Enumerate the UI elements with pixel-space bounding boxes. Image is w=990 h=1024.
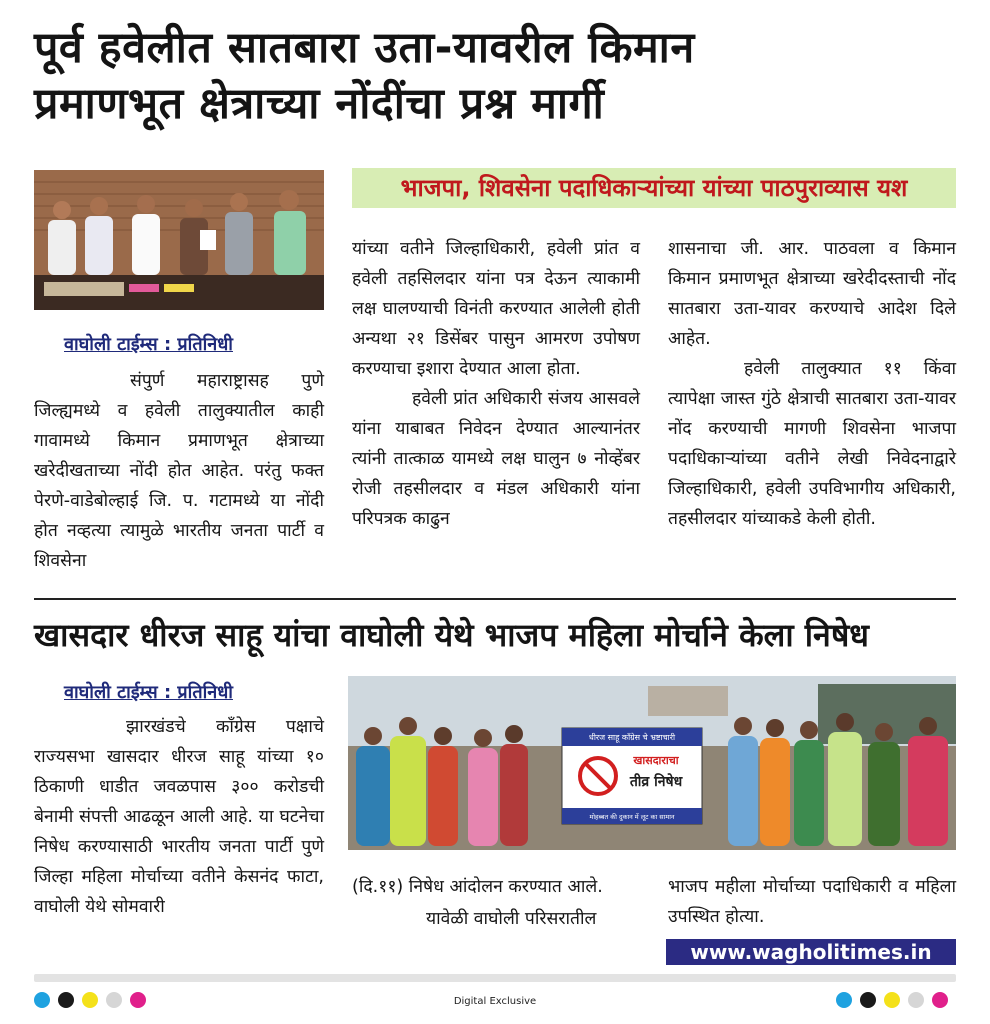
section-divider (34, 598, 956, 600)
yellow-dot (884, 992, 900, 1008)
story1-col2-para1: यांच्या वतीने जिल्हाधिकारी, हवेली प्रांत व हवेली तहसिलदार यांना पत्र देऊन त्याकामी लक्ष घालण्याची विनंती करण्यात आलेली होती अन्यथा २१ डिसेंबर पासुन आमरण उपोषण करण्याचा इशारा देण्यात आला होता. (352, 239, 640, 379)
color-registration-dots-right (836, 992, 948, 1012)
gray-dot (908, 992, 924, 1008)
banner-line-2: खासदाराचा (633, 754, 679, 767)
story1-subhead: भाजपा, शिवसेना पदाधिकाऱ्यांच्या यांच्या पाठपुराव्यास यश (352, 168, 956, 208)
banner-line-3: तीव्र निषेध (629, 774, 683, 790)
cyan-dot (836, 992, 852, 1008)
black-dot (860, 992, 876, 1008)
headline-line-1: पूर्व हवेलीत सातबारा उता-यावरील किमान (34, 23, 695, 73)
protest-photo-illustration (348, 676, 956, 850)
story1-byline[interactable]: वाघोली टाईम्स : प्रतिनिधी (64, 334, 233, 355)
story2-photo (348, 676, 956, 850)
headline-line-2: प्रमाणभूत क्षेत्राच्या नोंदींचा प्रश्न मार्गी (34, 79, 605, 129)
story2-col2-para2: यावेळी वाघोली परिसरातील (426, 909, 597, 929)
magenta-dot (932, 992, 948, 1008)
magenta-dot (130, 992, 146, 1008)
story1-col3-para2: हवेली तालुक्यात ११ किंवा त्यापेक्षा जास्त गुंठे क्षेत्राची सातबारा उता-यावर नोंद करण्याची मागणी शिवसेना भाजपा पदाधिकाऱ्यांच्या वतीने लेखी निवेदनाद्वारे जिल्हाधिकारी, हवेली उपविभागीय अधिकारी, तहसीलदार यांच्याकडे केली होती. (668, 359, 956, 529)
story2-col3-text: भाजप महीला मोर्चाच्या पदाधिकारी व महिला उपस्थित होत्या. (668, 877, 956, 927)
yellow-dot (82, 992, 98, 1008)
gray-dot (106, 992, 122, 1008)
story1-col2-para2: हवेली प्रांत अधिकारी संजय आसवले यांना याबाबत निवेदन देण्यात आल्यानंतर त्यांनी तात्काळ यामध्ये लक्ष घालुन ७ नोव्हेंबर रोजी तहसीलदार व मंडल अधिकारी यांना परिपत्रक काढुन (352, 389, 640, 529)
story1-col3-para1: शासनाचा जी. आर. पाठवला व किमान किमान प्रमाणभूत क्षेत्राच्या खरेदीदस्ताची नोंद सातबारा उता-यावर करण्याचे आदेश दिले आहेत. (668, 239, 956, 349)
black-dot (58, 992, 74, 1008)
story2-column-2 (352, 872, 640, 934)
meeting-photo-illustration (34, 170, 324, 310)
footer-label: Digital Exclusive (453, 996, 537, 1007)
banner-line-1: धीरज साहू कॉंग्रेस चे भ्रष्टाचारी (588, 733, 676, 742)
story2-col2-para1: (दि.११) निषेध आंदोलन करण्यात आले. (352, 877, 603, 897)
story2-column-3 (668, 872, 956, 932)
story1-column-2 (352, 234, 640, 534)
color-registration-dots-left (34, 992, 154, 1012)
banner-line-4: मोहब्बत की दुकान में लूट का सामान (589, 813, 675, 821)
story2-headline: खासदार धीरज साहू यांचा वाघोली येथे भाजप महिला मोर्चाने केला निषेध (34, 616, 869, 654)
story2-byline[interactable]: वाघोली टाईम्स : प्रतिनिधी (64, 682, 233, 703)
story1-column-3 (668, 234, 956, 534)
story2-col1-text: झारखंडचे कॉंग्रेस पक्षाचे राज्यसभा खासदार धीरज साहू यांच्या १० ठिकाणी धाडीत जवळपास ३०० करोडची बेनामी संपत्ती आढळून आली आहे. या घटनेचा निषेध करण्यासाठी भारतीय जनता पार्टी पुणे जिल्हा महिला मोर्चाच्या वतीने केसनंद फाटा, वाघोली येथे सोमवारी (34, 717, 324, 917)
story2-column-1 (34, 712, 324, 922)
story1-column-1 (34, 366, 324, 576)
website-link[interactable]: www.wagholitimes.in (666, 939, 956, 965)
story1-col1-text: संपुर्ण महाराष्ट्रासह पुणे जिल्ह्यमध्ये व हवेली तालुक्यातील काही गावामध्ये किमान प्रमाणभूत क्षेत्राच्या खरेदीखताच्या नोंदी होत आहेत. परंतु फक्त पेरणे-वाडेबोल्हाई जि. प. गटामध्ये या नोंदी होत नव्हत्या त्यामुळे भारतीय जनता पार्टी व शिवसेना (34, 371, 324, 571)
story1-photo (34, 170, 324, 310)
footer-bar (34, 974, 956, 982)
cyan-dot (34, 992, 50, 1008)
